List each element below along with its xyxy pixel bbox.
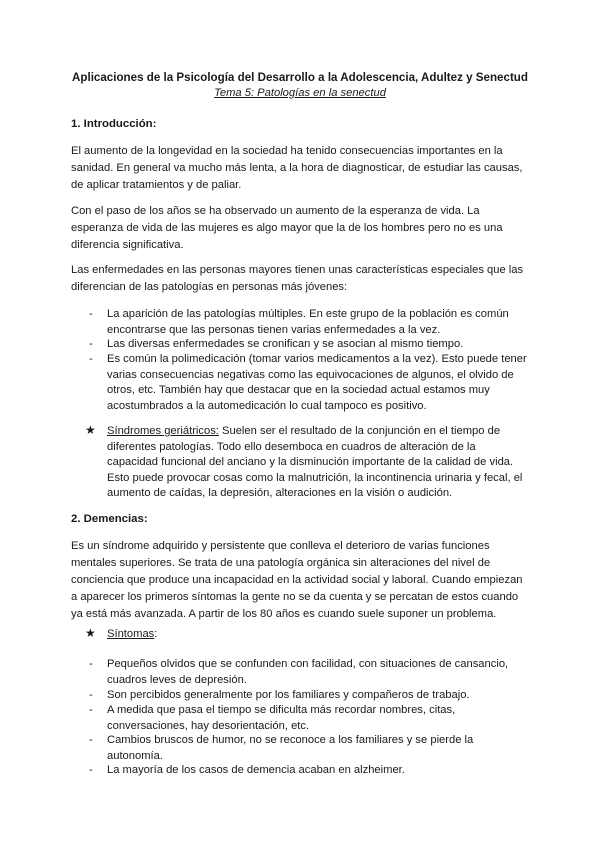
paragraph: Es un síndrome adquirido y persistente que conlleva el deterioro de varias funciones mentales superiores. Se trata de una patología orgánica sin alteraciones del nivel de conciencia que produce una incapacidad en la actividad social y laboral. Cuando empiezan a aparecer los primeros síntomas la gente no se da cuenta y se percatan de estos cuando ya está más avanzada. A partir de los 80 años es cuando suele suponer un problema.: [71, 540, 523, 620]
term-sintomas: Síntomas: [107, 628, 155, 640]
star-bullet-icon: ★: [85, 423, 96, 437]
star-list-item: ★ Síndromes geriátricos: Suelen ser el resultado de la conjunción en el tiempo de diferentes patologías. Todo ello desemboca en cuadros de alteración de la capacidad funcional del anciano y la disminución importante de la calidad de vida. Esto puede provocar cosas como la malnutrición, la incontinencia urinaria y fecal, el aumento de caídas, la depresión, alteraciones en la visión o audición.: [85, 423, 523, 499]
dash-bullet: -: [89, 338, 93, 350]
paragraph: Con el paso de los años se ha observado un aumento de la esperanza de vida. La esperanza de vida de las mujeres es algo mayor que la de los hombres pero no es una diferencia significativa.: [71, 205, 503, 251]
paragraph: Las enfermedades en las personas mayores tienen unas características especiales que las diferencian de las patologías en personas más jóvenes:: [71, 264, 524, 293]
dash-bullet: -: [89, 689, 93, 701]
dash-bullet: -: [89, 658, 93, 670]
list-item: - La aparición de las patologías múltiples. En este grupo de la población es común encontrarse que las personas tienen varias enfermedades a la vez.: [89, 308, 509, 336]
dash-bullet: -: [89, 704, 93, 716]
document-subtitle: Tema 5: Patologías en la senectud: [214, 87, 386, 99]
list-item: - La mayoría de los casos de demencia acaban en alzheimer.: [107, 763, 405, 779]
list-item: - Pequeños olvidos que se confunden con facilidad, con situaciones de cansancio, cuadros leves de depresión.: [89, 658, 509, 686]
section-heading-demencias: 2. Demencias:: [71, 513, 148, 525]
star-list-item: ★ Síntomas:: [85, 626, 158, 640]
paragraph: El aumento de la longevidad en la sociedad ha tenido consecuencias importantes en la sanidad. En general va mucho más lenta, a la hora de diagnosticar, de estudiar las causas, de aplicar tratamientos y de paliar.: [71, 145, 523, 191]
term-sindromes-geriatricos: Síndromes geriátricos:: [107, 425, 219, 437]
list-item: - Es común la polimedicación (tomar varios medicamentos a la vez). Esto puede tener varias consecuencias negativas como las equivocaciones de algunos, el olvido de otros, etc. También hay que destacar que en la sociedad actual estamos muy acostumbrados a la automedicación lo cual tampoco es positivo.: [89, 353, 527, 412]
dash-bullet: -: [89, 353, 93, 365]
list-item: - Las diversas enfermedades se cronifican y se asocian al mismo tiempo.: [107, 337, 463, 353]
dash-bullet: -: [89, 734, 93, 746]
section-heading-introduccion: 1. Introducción:: [71, 118, 157, 130]
list-item: - A medida que pasa el tiempo se dificulta más recordar nombres, citas, conversaciones, hay desorientación, etc.: [89, 704, 456, 732]
star-bullet-icon: ★: [85, 626, 96, 640]
list-item: - Son percibidos generalmente por los familiares y compañeros de trabajo.: [107, 688, 470, 704]
document-title: Aplicaciones de la Psicología del Desarrollo a la Adolescencia, Adultez y Senectud: [72, 71, 528, 84]
dash-bullet: -: [89, 308, 93, 320]
dash-bullet: -: [89, 764, 93, 776]
list-item: - Cambios bruscos de humor, no se reconoce a los familiares y se pierde la autonomía.: [89, 734, 474, 762]
